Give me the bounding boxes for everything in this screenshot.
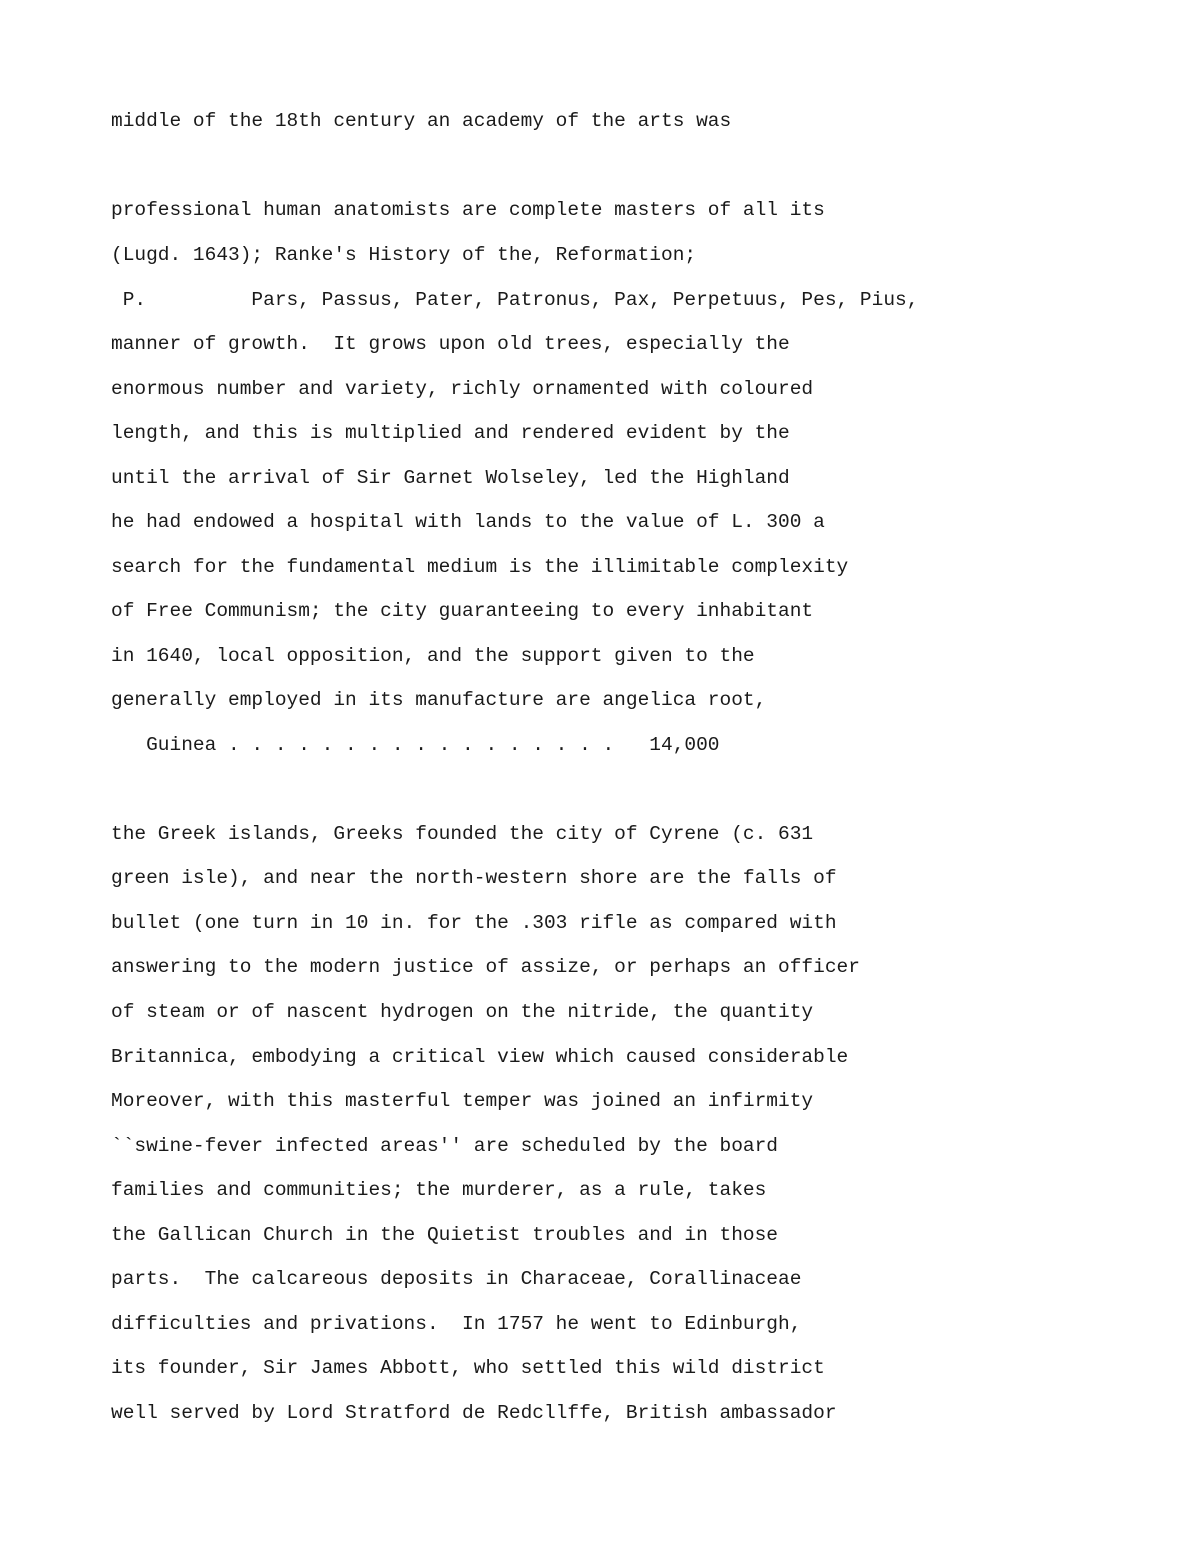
text-line: until the arrival of Sir Garnet Wolseley, led the Highland [111,467,790,489]
text-line: length, and this is multiplied and rendered evident by the [111,422,790,444]
text-line: difficulties and privations. In 1757 he went to Edinburgh, [111,1313,802,1335]
text-line: manner of growth. It grows upon old trees, especially the [111,333,790,355]
text-line: of Free Communism; the city guaranteeing to every inhabitant [111,600,814,622]
text-line: green isle), and near the north-western shore are the falls of [111,867,837,889]
text-line: enormous number and variety, richly ornamented with coloured [111,378,814,400]
text-line: in 1640, local opposition, and the support given to the [111,645,755,667]
text-line: Britannica, embodying a critical view which caused considerable [111,1046,849,1068]
text-line: professional human anatomists are complete masters of all its [111,199,825,221]
text-line: answering to the modern justice of assize, or perhaps an officer [111,956,860,978]
text-line: he had endowed a hospital with lands to the value of L. 300 a [111,511,825,533]
text-line: Moreover, with this masterful temper was joined an infirmity [111,1090,814,1112]
text-line: families and communities; the murderer, as a rule, takes [111,1179,767,1201]
text-line: the Greek islands, Greeks founded the city of Cyrene (c. 631 [111,823,814,845]
text-line: ``swine-fever infected areas'' are scheduled by the board [111,1135,779,1157]
table-row: Guinea . . . . . . . . . . . . . . . . . 14,000 [111,734,720,756]
text-line: bullet (one turn in 10 in. for the .303 rifle as compared with [111,912,837,934]
text-line: the Gallican Church in the Quietist troubles and in those [111,1224,779,1246]
text-line: generally employed in its manufacture are angelica root, [111,689,767,711]
text-line: well served by Lord Stratford de Redcllffe, British ambassador [111,1402,837,1424]
text-line: parts. The calcareous deposits in Characeae, Corallinaceae [111,1268,802,1290]
text-line: P. Pars, Passus, Pater, Patronus, Pax, Perpetuus, Pes, Pius, [111,289,919,311]
text-line: (Lugd. 1643); Ranke's History of the, Reformation; [111,244,697,266]
text-line: of steam or of nascent hydrogen on the nitride, the quantity [111,1001,814,1023]
text-line: its founder, Sir James Abbott, who settled this wild district [111,1357,825,1379]
text-line: search for the fundamental medium is the illimitable complexity [111,556,849,578]
text-line: middle of the 18th century an academy of the arts was [111,110,732,132]
